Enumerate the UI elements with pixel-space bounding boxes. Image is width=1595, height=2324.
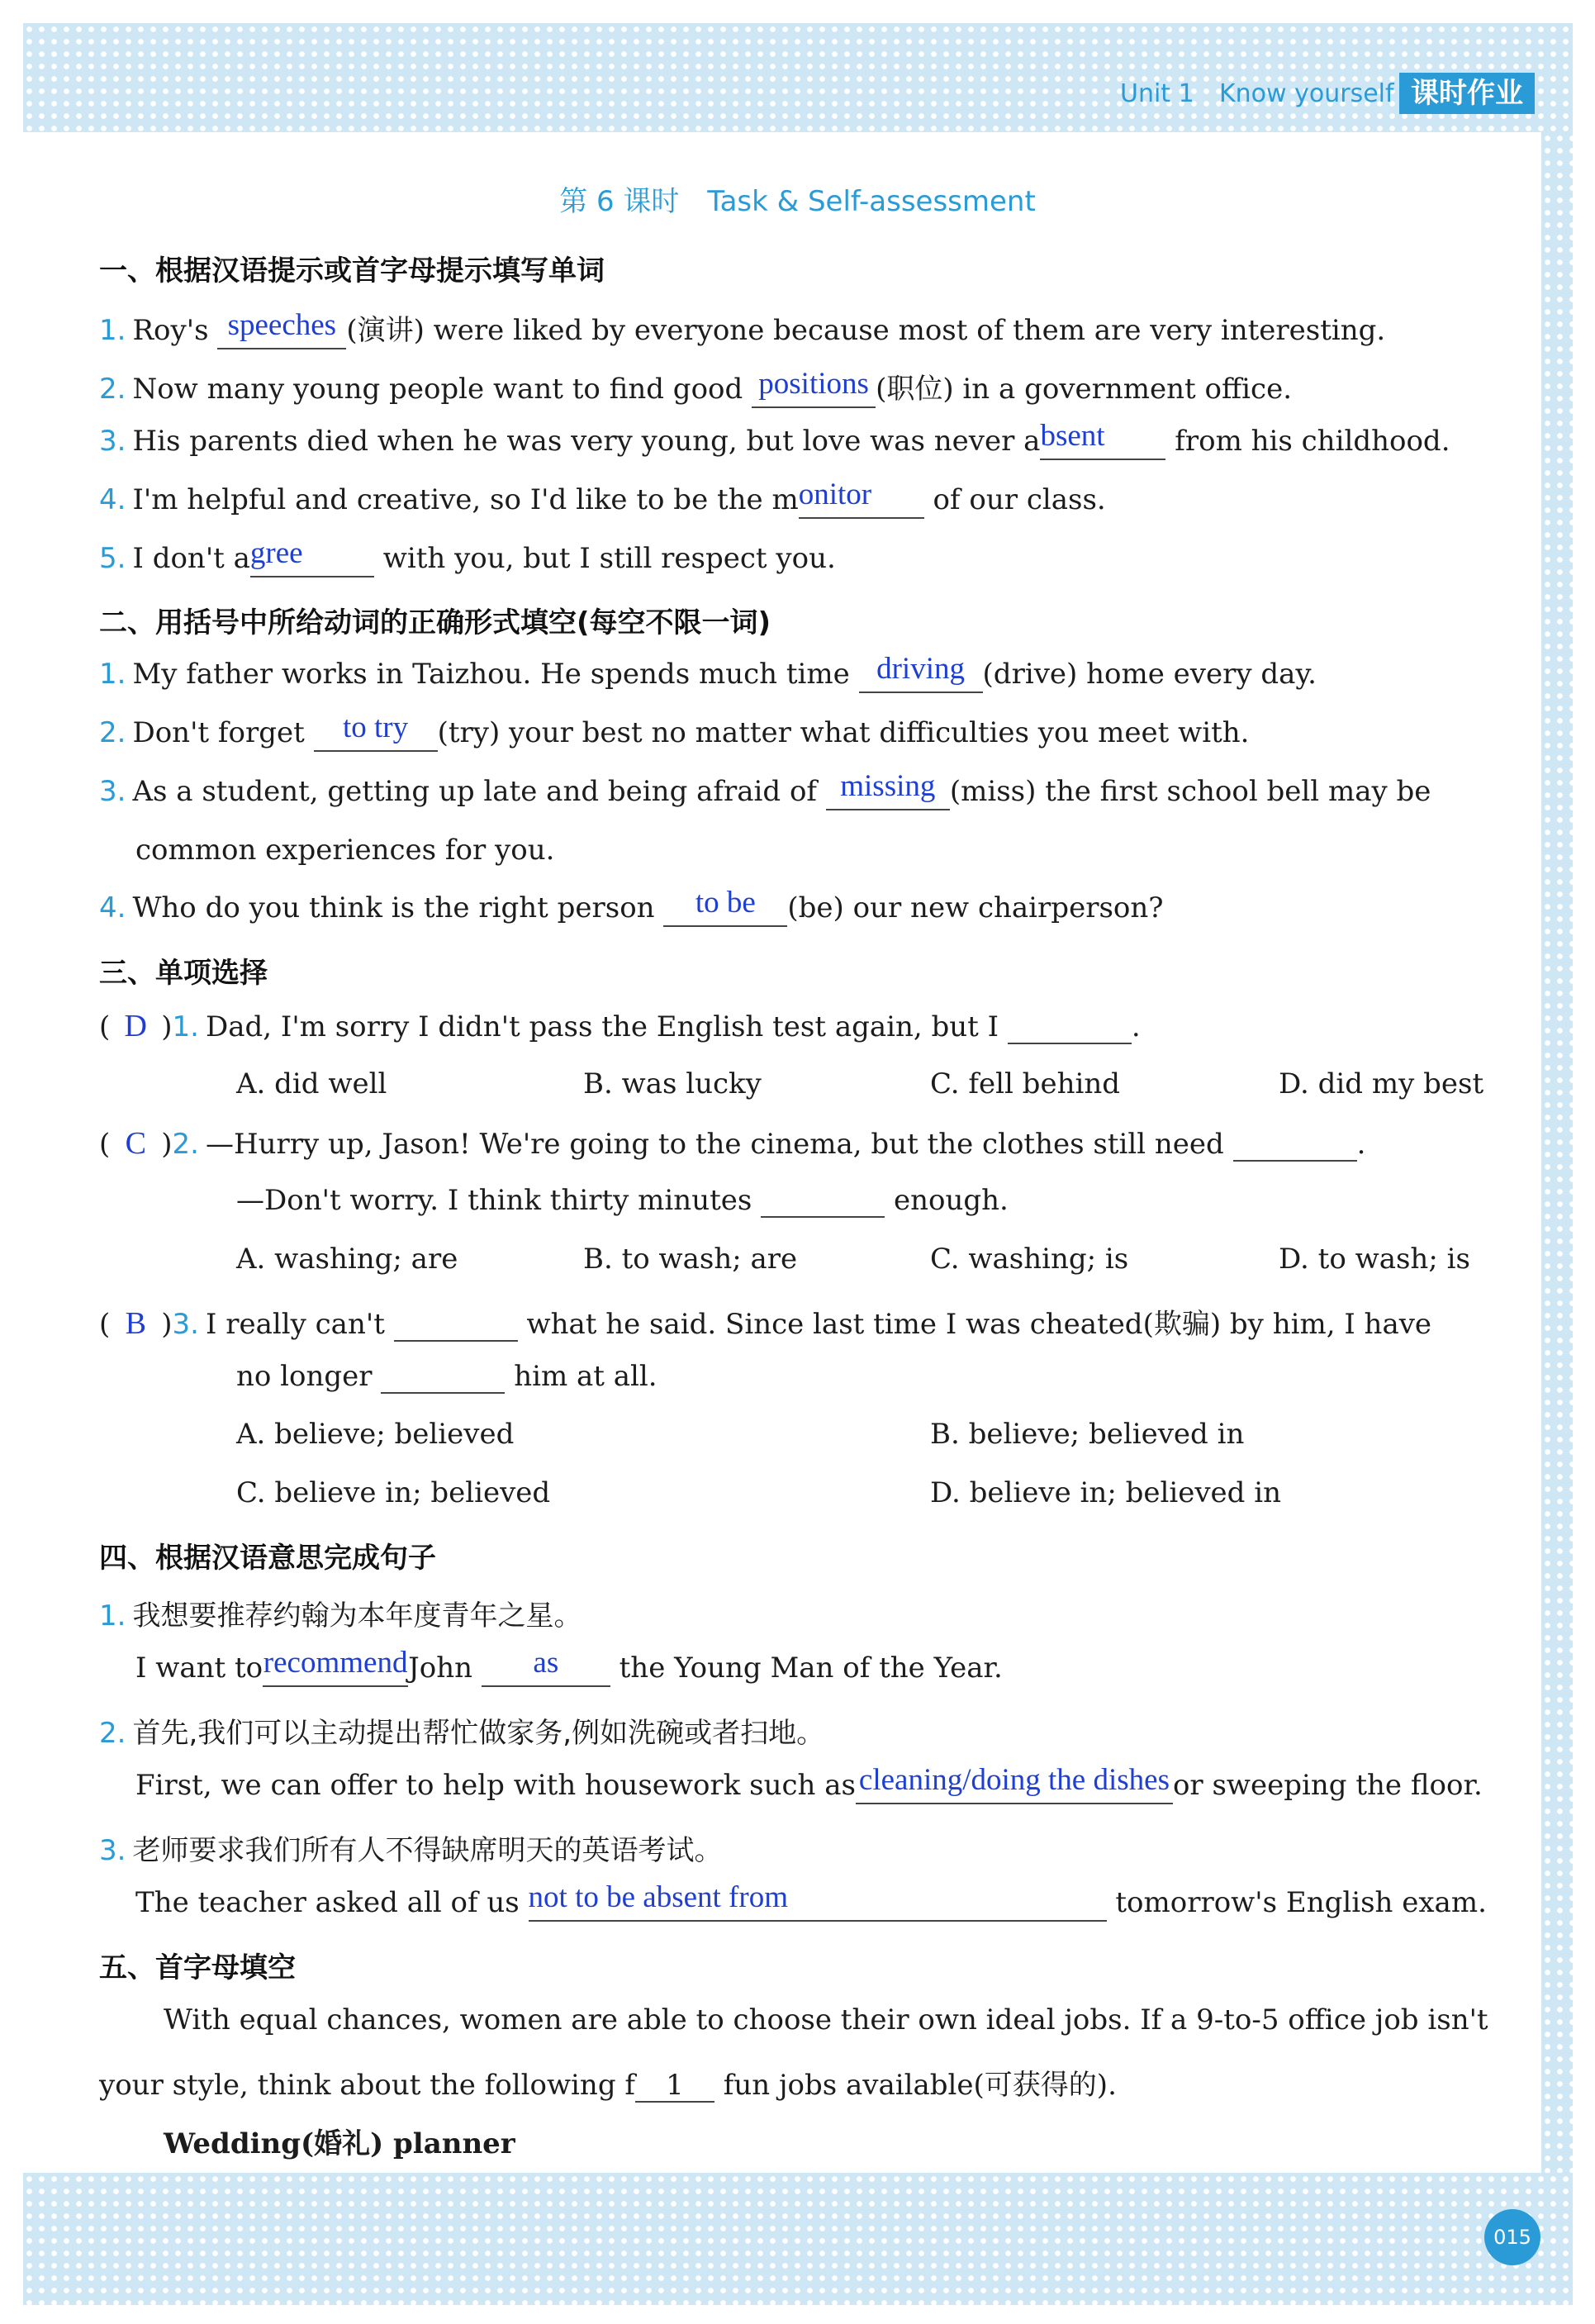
answer-text: positions: [758, 367, 869, 401]
unit-label: Unit 1: [1120, 79, 1194, 108]
question-text: —Hurry up, Jason! We're going to the cinema, but the clothes still need: [205, 1128, 1224, 1161]
question-number: 1.: [99, 658, 126, 691]
answer-blank-1[interactable]: [635, 2070, 714, 2103]
s3-q3-line-2: [236, 1360, 657, 1394]
answer-blank[interactable]: [1008, 1012, 1132, 1044]
s4-question-3-en: [135, 1880, 1487, 1922]
answer-blank[interactable]: [856, 1763, 1173, 1804]
s3-q3-option-c[interactable]: C. believe in; believed: [236, 1476, 551, 1509]
question-text: of our class.: [923, 483, 1106, 516]
s2-question-1: [99, 652, 1317, 693]
question-text: or sweeping the floor.: [1172, 1769, 1483, 1802]
question-number: 4.: [99, 483, 126, 516]
passage-text: your style, think about the following f: [99, 2069, 635, 2102]
s1-question-4: [99, 478, 1106, 519]
question-text: —Don't worry. I think thirty minutes: [236, 1184, 752, 1217]
question-text: I don't a: [132, 542, 250, 575]
s3-question-3: ( B )3. I really can't what he said. Since last time I was cheated(欺骗) by him, I have: [99, 1306, 1432, 1341]
homework-badge: 课时作业: [1399, 73, 1535, 114]
section-4-title: 四、根据汉语意思完成句子: [99, 1542, 436, 1575]
answer-blank[interactable]: [798, 478, 924, 519]
question-text: Now many young people want to find good: [132, 373, 752, 406]
question-number: 1.: [172, 1010, 199, 1043]
s1-question-5: [99, 536, 836, 577]
section-3-title: 三、单项选择: [99, 957, 268, 990]
question-text: from his childhood.: [1165, 425, 1450, 458]
s2-question-2: [99, 711, 1250, 752]
question-text: no longer: [236, 1360, 373, 1393]
s2-question-3-cont: common experiences for you.: [135, 834, 555, 867]
s3-q2-option-c[interactable]: C. washing; is: [930, 1243, 1129, 1276]
answer-blank[interactable]: [482, 1646, 610, 1687]
answer-text: to try: [342, 711, 409, 744]
answer-text: speeches: [227, 308, 337, 342]
s2-question-4: [99, 886, 1164, 927]
question-text: tomorrow's English exam.: [1106, 1886, 1487, 1919]
answer-text: onitor: [798, 478, 872, 511]
s3-question-2: ( C )2. —Hurry up, Jason! We're going to the cinema, but the clothes still need .: [99, 1126, 1366, 1161]
question-number: 5.: [99, 542, 126, 575]
answer-text: not to be absent from: [528, 1880, 788, 1914]
right-dot-band: [1541, 132, 1573, 2173]
question-text: His parents died when he was very young, but love was never a: [132, 425, 1041, 458]
s3-q2-option-a[interactable]: A. washing; are: [236, 1243, 458, 1276]
question-text: (try) your best no matter what difficulties you meet with.: [437, 716, 1250, 749]
answer-blank[interactable]: [859, 652, 983, 693]
question-number: 3.: [172, 1308, 199, 1341]
question-number: 4.: [99, 891, 126, 924]
question-number: 1.: [99, 314, 126, 347]
passage-line-1: With equal chances, women are able to choose their own ideal jobs. If a 9-to-5 office job isn't: [164, 2003, 1488, 2036]
unit-topic: Know yourself: [1219, 79, 1394, 108]
question-text: Dad, I'm sorry I didn't pass the English test again, but I: [205, 1010, 999, 1043]
answer-blank[interactable]: [249, 536, 374, 577]
s4-question-1-cn: [99, 1593, 582, 1633]
answer-blank[interactable]: [381, 1362, 505, 1394]
chinese-prompt: 首先,我们可以主动提出帮忙做家务,例如洗碗或者扫地。: [132, 1717, 825, 1750]
question-text: The teacher asked all of us: [135, 1886, 529, 1919]
question-text: (职位) in a government office.: [876, 373, 1293, 406]
s4-question-3-cn: [99, 1827, 722, 1868]
question-text: I'm helpful and creative, so I'd like to be the m: [132, 483, 799, 516]
answer-blank[interactable]: [761, 1186, 885, 1218]
blank-number: 1: [666, 2069, 684, 2102]
s4-question-2-cn: [99, 1710, 824, 1751]
s3-q2-line-2: [236, 1184, 1009, 1218]
s3-q3-option-d[interactable]: D. believe in; believed in: [930, 1476, 1282, 1509]
question-text: (miss) the first school bell may be: [949, 775, 1431, 808]
header-dot-band: [23, 23, 1573, 132]
s3-q3-option-a[interactable]: A. believe; believed: [236, 1418, 515, 1451]
choice-answer[interactable]: D: [124, 1009, 147, 1043]
answer-blank[interactable]: [1040, 419, 1165, 460]
question-number: 2.: [172, 1128, 199, 1161]
s1-question-3: [99, 419, 1450, 460]
answer-text: driving: [876, 652, 965, 686]
lesson-title: 第 6 课时 Task & Self-assessment: [559, 185, 1036, 218]
s3-q1-option-a[interactable]: A. did well: [236, 1067, 387, 1100]
s3-q3-option-b[interactable]: B. believe; believed in: [930, 1418, 1245, 1451]
question-number: 3.: [99, 425, 126, 458]
question-text: Don't forget: [132, 716, 314, 749]
section-2-title: 二、用括号中所给动词的正确形式填空(每空不限一词): [99, 606, 771, 639]
answer-text: as: [533, 1646, 559, 1680]
choice-answer[interactable]: C: [125, 1126, 146, 1161]
answer-text: bsent: [1040, 419, 1105, 453]
s3-question-1: ( D )1. Dad, I'm sorry I didn't pass the English test again, but I .: [99, 1009, 1141, 1043]
s3-q1-option-b[interactable]: B. was lucky: [583, 1067, 762, 1100]
answer-text: gree: [249, 536, 303, 570]
question-text: with you, but I still respect you.: [373, 542, 836, 575]
answer-blank[interactable]: [826, 769, 950, 810]
answer-blank[interactable]: [528, 1880, 1107, 1922]
chinese-prompt: 老师要求我们所有人不得缺席明天的英语考试。: [132, 1834, 723, 1867]
s3-q1-option-c[interactable]: C. fell behind: [930, 1067, 1120, 1100]
question-text: I really can't: [205, 1308, 385, 1341]
section-5-title: 五、首字母填空: [99, 1951, 296, 1984]
subheading-text: Wedding: [164, 2127, 301, 2160]
question-text: First, we can offer to help with housework such as: [135, 1769, 856, 1802]
answer-blank[interactable]: [1233, 1129, 1357, 1162]
question-text: (drive) home every day.: [982, 658, 1317, 691]
s3-q1-option-d[interactable]: D. did my best: [1279, 1067, 1484, 1100]
answer-blank[interactable]: [263, 1646, 408, 1687]
answer-blank[interactable]: [394, 1309, 518, 1342]
question-text: him at all.: [514, 1360, 657, 1393]
question-text: .: [1131, 1010, 1141, 1043]
s4-question-1-en: [135, 1646, 1003, 1687]
question-text: what he said. Since last time I was cheated(欺骗) by him, I have: [526, 1308, 1432, 1341]
question-number: 3.: [99, 775, 126, 808]
answer-blank[interactable]: [314, 711, 438, 752]
choice-answer[interactable]: B: [125, 1306, 146, 1341]
question-number: 2.: [99, 373, 126, 406]
question-text: As a student, getting up late and being afraid of: [132, 775, 826, 808]
answer-blank[interactable]: [663, 886, 787, 927]
subheading-text: (婚礼) planner: [301, 2127, 515, 2160]
s2-question-3: [99, 769, 1431, 810]
question-text: the Young Man of the Year.: [610, 1652, 1003, 1685]
answer-text: recommend: [263, 1646, 408, 1680]
chinese-prompt: 我想要推荐约翰为本年度青年之星。: [132, 1599, 582, 1633]
question-text: John: [408, 1652, 482, 1685]
passage-subheading: [164, 2121, 515, 2161]
question-text: .: [1356, 1128, 1366, 1161]
answer-text: cleaning/doing the dishes: [858, 1763, 1170, 1797]
answer-blank[interactable]: [217, 308, 346, 349]
answer-blank[interactable]: [752, 367, 876, 408]
question-number: 2.: [99, 716, 126, 749]
question-text: (be) our new chairperson?: [787, 891, 1164, 924]
question-number: 3.: [99, 1834, 126, 1867]
s3-q2-option-d[interactable]: D. to wash; is: [1279, 1243, 1470, 1276]
question-number: 1.: [99, 1599, 126, 1633]
question-text: Who do you think is the right person: [132, 891, 664, 924]
question-text: Roy's: [132, 314, 218, 347]
page-number: 015: [1484, 2209, 1540, 2265]
footer-dot-band: [23, 2173, 1573, 2305]
passage-line-2: [99, 2062, 1117, 2103]
s4-question-2-en: [135, 1763, 1483, 1804]
section-1-title: 一、根据汉语提示或首字母提示填写单词: [99, 254, 605, 288]
question-number: 2.: [99, 1717, 126, 1750]
question-text: enough.: [893, 1184, 1009, 1217]
question-text: (演讲) were liked by everyone because most of them are very interesting.: [346, 314, 1386, 347]
answer-text: to be: [695, 886, 756, 920]
passage-text: fun jobs available(可获得的).: [714, 2069, 1117, 2102]
s1-question-2: [99, 366, 1292, 408]
s3-q2-option-b[interactable]: B. to wash; are: [583, 1243, 798, 1276]
question-text: My father works in Taizhou. He spends much time: [132, 658, 859, 691]
question-text: I want to: [135, 1652, 263, 1685]
answer-text: missing: [840, 769, 936, 803]
s1-question-1: [99, 307, 1385, 349]
